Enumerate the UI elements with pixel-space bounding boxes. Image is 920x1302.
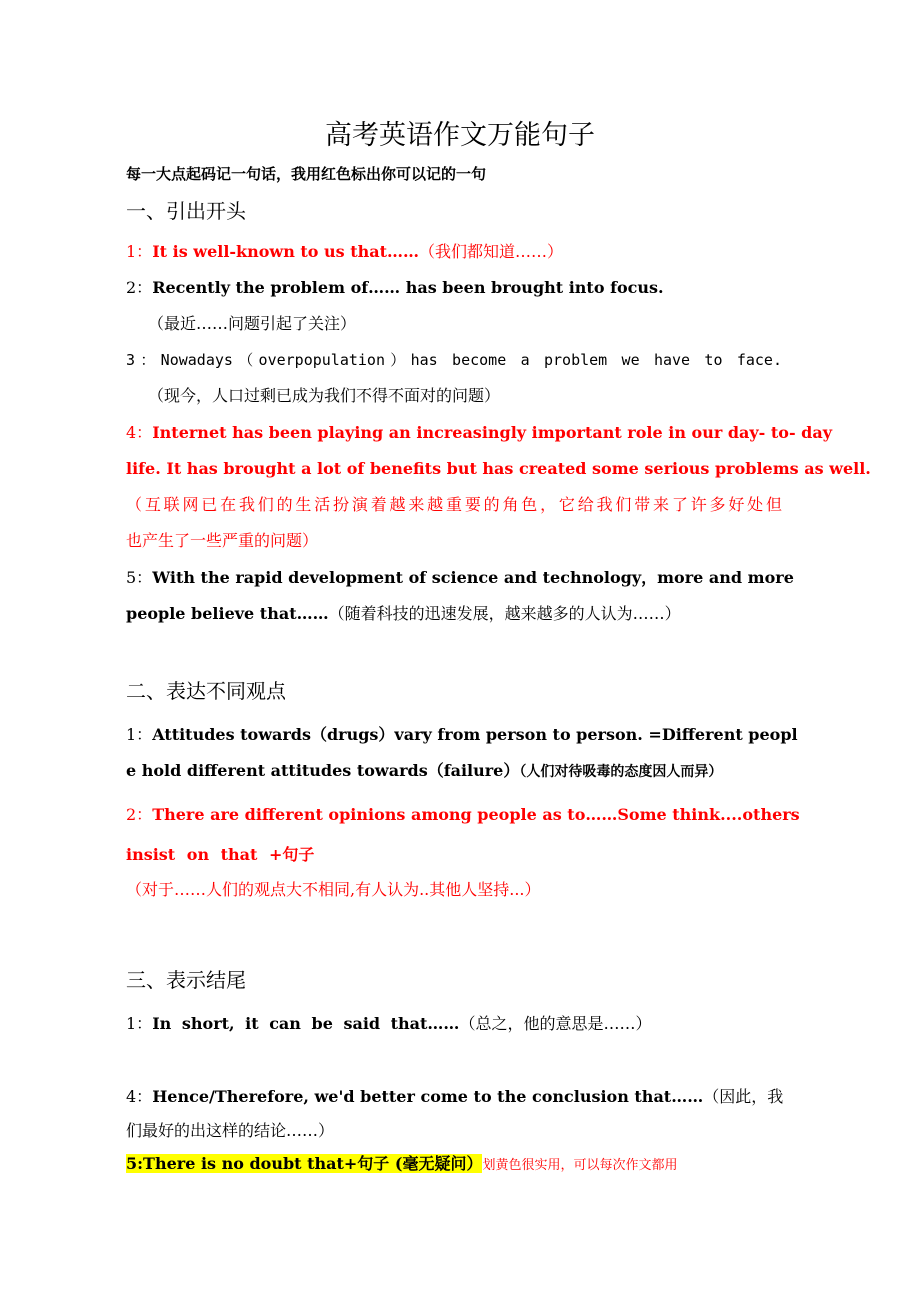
- opening-item-5-line-2: [126, 602, 782, 626]
- item-english: e hold different attitudes towards（failure）: [126, 761, 520, 780]
- section-heading-views: 二、表达不同观点: [126, 679, 286, 703]
- views-item-2-line-1: [126, 803, 800, 827]
- item-chinese: （因此，我: [703, 1087, 784, 1106]
- item-number: 2：: [126, 805, 153, 824]
- opening-item-5-line-1: [126, 566, 794, 590]
- opening-item-2: [126, 276, 782, 300]
- item-english: There are different opinions among people as to……Some think....others: [152, 805, 800, 824]
- item-chinese: （总之，他的意思是……）: [459, 1014, 652, 1033]
- opening-item-2-translation: （最近……问题引起了关注）: [148, 314, 357, 333]
- item-english: Recently the problem of…… has been brought into focus.: [152, 278, 664, 297]
- item-english: people believe that……: [126, 604, 329, 623]
- views-item-1-line-2: [126, 759, 782, 784]
- opening-item-4-line-1: [126, 421, 833, 445]
- views-item-2-translation: （对于……人们的观点大不相同,有人认为..其他人坚持...）: [126, 880, 541, 899]
- item-chinese: （人们对待吸毒的态度因人而异）: [519, 764, 723, 780]
- ending-item-1: [126, 1012, 782, 1036]
- opening-item-4-line-2: life. It has brought a lot of benefits but has created some serious problems as well.: [126, 459, 871, 478]
- item-chinese: （我们都知道……）: [419, 242, 564, 261]
- item-english: It is well-known to us that……: [152, 242, 420, 261]
- section-heading-opening: 一、引出开头: [126, 199, 246, 223]
- item-english: In short, it can be said that……: [152, 1014, 460, 1033]
- page-title: 高考英语作文万能句子: [325, 120, 595, 151]
- item-number: 1：: [126, 725, 153, 744]
- opening-item-4-translation-1: （互联网已在我们的生活扮演着越来越重要的角色，它给我们带来了许多好处但: [126, 495, 782, 514]
- ending-item-4-line-2: 们最好的出这样的结论……）: [126, 1121, 335, 1140]
- views-item-1-line-1: [126, 723, 798, 747]
- item-english: Attitudes towards（drugs）vary from person to person. =Different peopl: [152, 725, 798, 744]
- item-number: 1：: [126, 242, 153, 261]
- item-english: With the rapid development of science and technology，more and more: [152, 568, 794, 587]
- highlight-note: 划黄色很实用，可以每次作文都用: [482, 1158, 678, 1173]
- item-english: Internet has been playing an increasingly important role in our day- to- day: [152, 423, 833, 442]
- highlighted-phrase: 5:There is no doubt that+句子 (毫无疑问）: [126, 1154, 483, 1173]
- views-item-2-line-2: insist on that +句子: [126, 845, 315, 864]
- opening-item-1: [126, 240, 782, 264]
- opening-item-3: 3：Nowadays（overpopulation）has become a problem we have to face.: [126, 351, 782, 369]
- item-english: Hence/Therefore, we'd better come to the conclusion that……: [152, 1087, 704, 1106]
- item-number: 1：: [126, 1014, 153, 1033]
- ending-item-5: [126, 1152, 782, 1178]
- item-number: 4：: [126, 423, 153, 442]
- ending-item-4-line-1: [126, 1085, 782, 1109]
- item-number: 4：: [126, 1087, 153, 1106]
- item-number: 2：: [126, 278, 153, 297]
- opening-item-4-translation-2: 也产生了一些严重的问题）: [126, 531, 319, 550]
- opening-item-3-translation: （现今，人口过剩已成为我们不得不面对的问题）: [148, 386, 501, 405]
- intro-text: 每一大点起码记一句话，我用红色标出你可以记的一句: [126, 165, 487, 183]
- item-number: 5：: [126, 568, 153, 587]
- section-heading-ending: 三、表示结尾: [126, 968, 246, 992]
- item-chinese: （随着科技的迅速发展，越来越多的人认为……）: [328, 604, 681, 623]
